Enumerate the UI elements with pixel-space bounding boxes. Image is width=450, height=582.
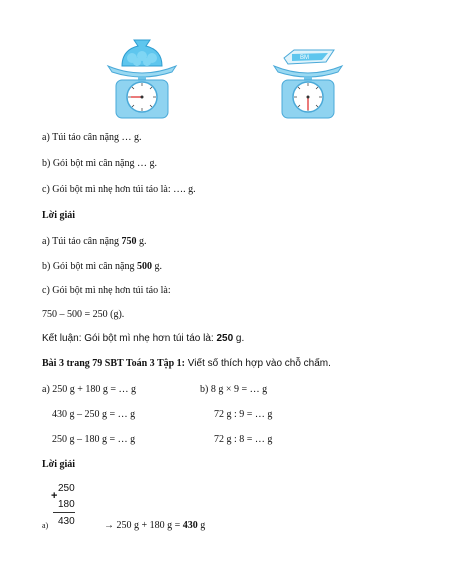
question-a: a) Túi táo cân nặng … g. [42, 132, 142, 143]
part-a-label: a) [42, 521, 49, 530]
scale-illustrations [0, 36, 450, 126]
answer-b [42, 261, 162, 273]
answer-b-suffix: g. [151, 261, 162, 272]
exercise-left-row-1: a) 250 g + 180 g = … g [42, 384, 137, 395]
answer-a-value: 750 [121, 236, 137, 247]
answer-a-prefix: a) Túi táo cân nặng [42, 236, 122, 247]
result-line [104, 520, 205, 532]
answer-c: c) Gói bột mì nhẹ hơn túi táo là: [42, 285, 171, 296]
exercise-title: Bài 3 trang 79 SBT Toán 3 Tập 1: [42, 358, 186, 369]
exercise-instruction: Viết số thích hợp vào chỗ chấm. [185, 358, 331, 369]
solution-heading-2: Lời giải [42, 459, 76, 470]
answer-b-prefix: b) Gói bột mì cân nặng [42, 261, 137, 272]
result-line-prefix: → 250 g + 180 g = [104, 520, 183, 531]
conclusion-prefix: Kết luận: Gói bột mì nhẹ hơn túi táo là: [42, 333, 217, 344]
svg-text:BM: BM [300, 55, 309, 61]
result-line-suffix: g [197, 520, 206, 531]
exercise-right-row-3: 72 g : 8 = … g [214, 434, 273, 445]
answer-a [42, 236, 147, 248]
answer-b-value: 500 [136, 261, 152, 272]
result-line-value: 430 [182, 520, 198, 531]
exercise-right-row-2: 72 g : 9 = … g [214, 409, 273, 420]
exercise-left-row-2: 430 g – 250 g = … g [52, 409, 136, 420]
exercise-3-title [42, 358, 331, 370]
answer-a-suffix: g. [136, 236, 147, 247]
apple-bag-scale-image [104, 36, 180, 120]
sum-result: 430 [58, 516, 75, 527]
answer-c-calculation: 750 – 500 = 250 (g). [42, 309, 125, 320]
conclusion-suffix: g. [233, 333, 245, 344]
sum-line [53, 512, 75, 513]
question-c: c) Gói bột mì nhẹ hơn túi táo là: …. g. [42, 184, 196, 195]
solution-heading: Lời giải [42, 210, 76, 221]
question-b: b) Gói bột mì cân nặng … g. [42, 158, 157, 169]
addend-top: 250 [58, 483, 75, 494]
exercise-left-row-3: 250 g – 180 g = … g [52, 434, 136, 445]
conclusion-value: 250 [216, 333, 234, 344]
flour-bag-scale-image [270, 36, 346, 120]
addend-bottom: 180 [58, 499, 75, 510]
conclusion [42, 333, 244, 345]
exercise-right-row-1: b) 8 g × 9 = … g [200, 384, 268, 395]
plus-sign: + [51, 490, 58, 502]
